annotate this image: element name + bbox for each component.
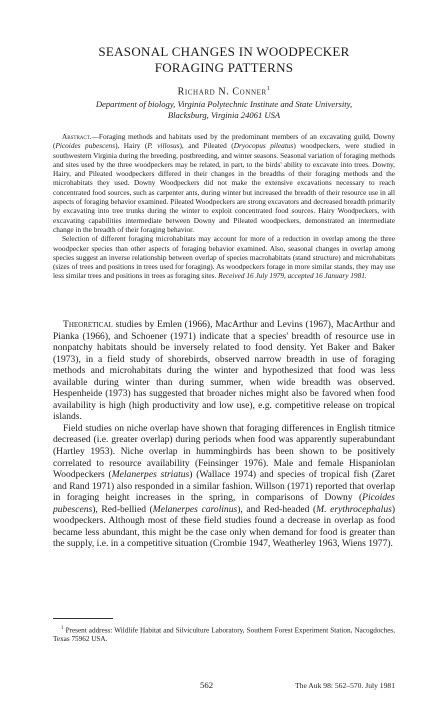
species-name: P. villosus [147, 141, 180, 151]
page-number: 562 [200, 680, 214, 690]
abstract-text: ) woodpeckers, were studied in southwestern Virginia during the breeding, postbreeding, and winter seasons. Seasonal variation of foraging methods and sites used by the three woodpeckers may be related, in part, to the birds' ability to excavate into trees. Downy, Hairy, and Pileated woodpeckers differed in their changes in the breadths of their foraging methods and the microhabitats they used. Downy Woodpeckers did not make the extensive excavations necessary to reach concentrated food sources, such as carpenter ants, during winter but increased the breadth of their resource use in all aspects of foraging behavior examined. Pileated Woodpeckers are strong excavators and decreased breadth primarily by excavating into tree trunks during the winter to exploit concentrated food sources. Hairy Woodpeckers, with excavating capabilities intermediate between Downy and Pileated woodpeckers, demonstrated an intermediate change in the breadth of their foraging behavior. [53, 141, 396, 234]
author-name [53, 86, 395, 97]
footnote-paragraph [53, 624, 395, 644]
lead-word: Theoretical [63, 319, 113, 330]
author-footnote-mark: 1 [266, 86, 271, 92]
author-affiliation [53, 99, 395, 121]
footnote-text: Present address: Wildlife Habitat and Silviculture Laboratory, Southern Forest Experiment Station, Nacogdoches, Texas 75962 USA. [53, 626, 395, 644]
abstract-paragraph-1 [53, 132, 395, 234]
abstract-text: Selection of different foraging microhabitats may account for more of a reduction in overlap among the three woodpecker species than other aspects of foraging behavior examined. Also, seasonal changes in overlap among species suggest an inverse relationship between overlap of species macrohabitats (stand structure) and microhabitats (sizes of trees and positions in trees used for foraging). As woodpeckers forage in more similar stands, they may use less similar trees and positions in trees as foraging sites. [53, 234, 395, 281]
species-name: Picoides pubescens [53, 492, 395, 515]
abstract-text: ), Hairy ( [115, 141, 148, 151]
paper-title [53, 44, 395, 76]
body-paragraph-2 [53, 423, 395, 550]
footnote-divider [53, 618, 113, 619]
body-text-run: ), Red-bellied ( [92, 503, 153, 515]
species-name: Dryocopus pileatus [233, 141, 294, 151]
species-name: M. erythrocephalus [316, 503, 392, 515]
abstract-paragraph-2 [53, 234, 395, 280]
body-text-run: Field studies on niche overlap have shown that foraging differences in English titmice decreased (i.e. greater overlap) during periods when food was apparently superabundant (Hartley 1953). Niche overlap in hummingbirds has been shown to be positively correlated to resource availability (Feinsinger 1976). Male and female Hispaniolan Woodpeckers ( [53, 422, 395, 481]
abstract-text: ), and Pileated ( [179, 141, 234, 151]
affiliation-line-1: Department of biology, Virginia Polytechnic Institute and State University, [95, 99, 353, 109]
author-name-text: Richard N. Conner [177, 86, 267, 98]
body-text-run: ), and Red-headed ( [237, 503, 317, 515]
body-text-run: ) woodpeckers. Although most of these field studies found a decrease in overlap as food became less abundant, this might be the case only when demand for food is greater than the supply, i.e. in a competitive situation (Crombie 1947, Weatherley 1963, Wiens 1977). [53, 503, 396, 550]
species-name: Picoides pubescens [55, 141, 116, 151]
abstract-heading: Abstract. [62, 132, 92, 141]
species-name: Melanerpes carolinus [152, 503, 238, 515]
body-paragraph-1 [53, 319, 395, 423]
body-text-run: studies by Emlen (1966), MacArthur and Levins (1967), MacArthur and Pianka (1966), and Schoener (1971) indicate that a species' breadth of resource use in nonpatchy habitats should be inversely related to food density. Yet Baker and Baker (1973), in a field study of shorebirds, observed narrow breadth in use of foraging methods and microhabitats during the winter and hypothesized that food was less available during winter than during summer, when wide breadth was observed. Hespenheide (1973) has suggested that broader niches might also be favored when food availability is high (high productivity and low use), e.g. competitive release on tropical islands. [53, 319, 395, 423]
affiliation-line-2: Blacksburg, Virginia 24061 USA [167, 110, 281, 120]
title-line-1: SEASONAL CHANGES IN WOODPECKER [98, 44, 350, 59]
abstract [53, 132, 395, 281]
footnote-mark: 1 [61, 626, 64, 631]
journal-reference: The Auk 98: 562–570. July 1981 [295, 681, 395, 690]
footnote [53, 624, 395, 644]
body-text-run: ) (Wallace 1974) and species of tropical fish (Zaret and Rand 1971) also responded in a similar fashion. Willson (1971) reported that overlap in foraging height increases in the spring, in comparisons of Downy ( [53, 469, 396, 504]
abstract-text: —Foraging methods and habitats used by the predominant members of an excavating guild, Downy ( [53, 132, 395, 151]
received-dates: Received 16 July 1979, accepted 16 January 1981. [218, 271, 367, 281]
body-text [53, 319, 395, 550]
species-name: Melanerpes striatus [111, 469, 190, 481]
title-line-2: FORAGING PATTERNS [154, 60, 294, 75]
